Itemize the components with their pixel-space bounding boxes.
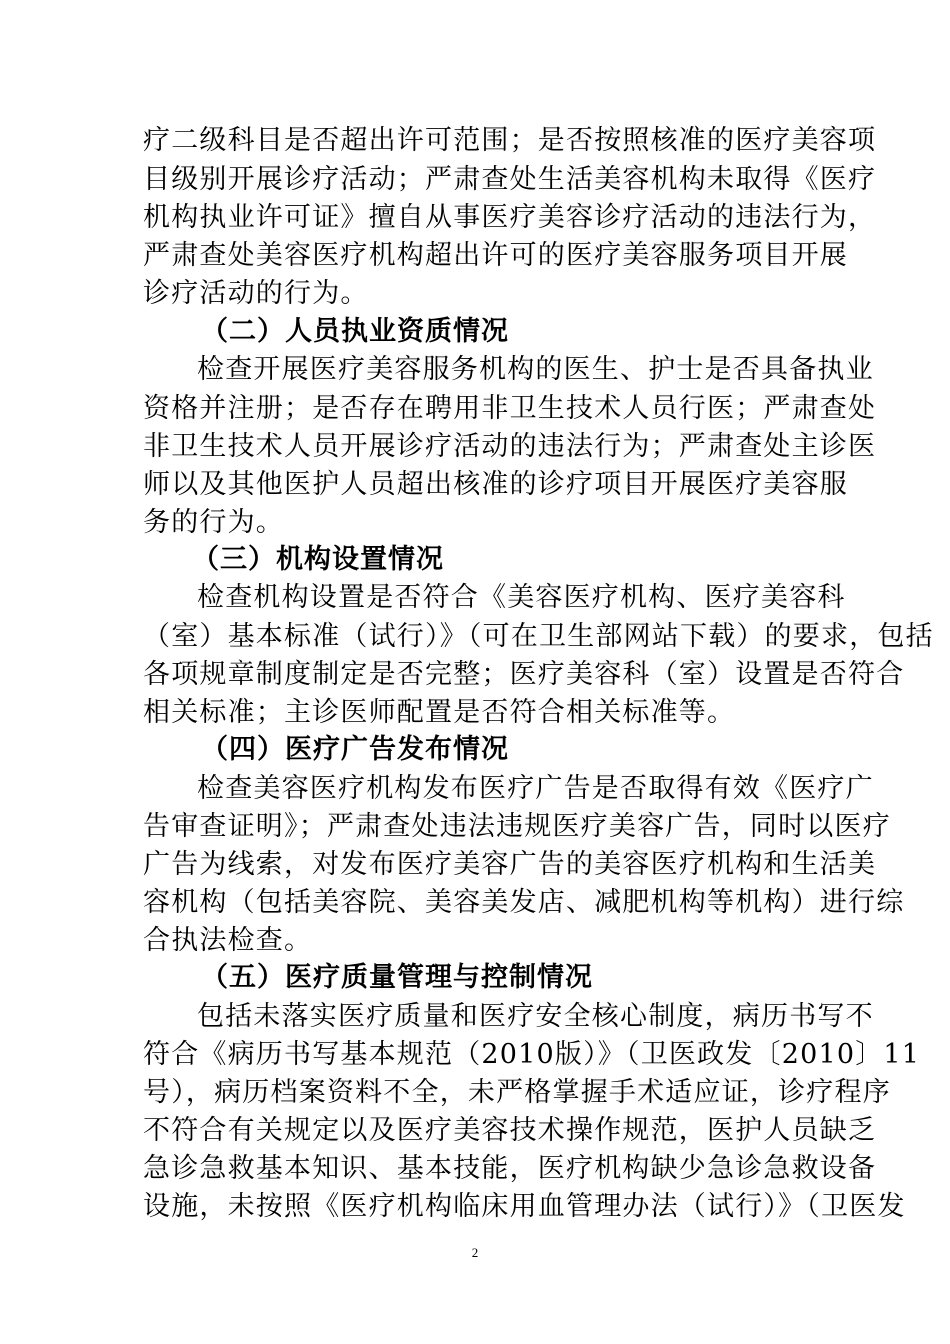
- page-number: 2: [471, 1245, 479, 1260]
- section-heading-4: （四）医疗广告发布情况: [201, 734, 509, 765]
- body-text-line: 检查机构设置是否符合《美容医疗机构、医疗美容科: [197, 582, 846, 613]
- body-text-line: 容机构（包括美容院、美容美发店、减肥机构等机构）进行综: [143, 887, 905, 918]
- body-text-line: 检查开展医疗美容服务机构的医生、护士是否具备执业: [197, 354, 874, 385]
- body-text-line: 诊疗活动的行为。: [143, 278, 369, 309]
- section-heading-5: （五）医疗质量管理与控制情况: [201, 962, 593, 993]
- body-text-line: （室）基本标准（试行）》（可在卫生部网站下载）的要求，包括: [143, 621, 934, 652]
- body-text-line: 务的行为。: [143, 507, 284, 538]
- body-text-line: 告审查证明》；严肃查处违法违规医疗美容广告，同时以医疗: [143, 811, 891, 842]
- body-text-line: 符合《病历书写基本规范（2010版）》（卫医政发〔2010〕11: [143, 1039, 921, 1070]
- body-text-line: 各项规章制度制定是否完整；医疗美容科（室）设置是否符合: [143, 659, 905, 690]
- section-heading-2: （二）人员执业资质情况: [201, 316, 509, 347]
- body-text-line: 严肃查处美容医疗机构超出许可的医疗美容服务项目开展: [143, 240, 848, 271]
- body-text-line: 非卫生技术人员开展诊疗活动的违法行为；严肃查处主诊医: [143, 431, 877, 462]
- body-text-line: 号），病历档案资料不全，未严格掌握手术适应证，诊疗程序: [143, 1077, 891, 1108]
- body-text-line: 相关标准；主诊医师配置是否符合相关标准等。: [143, 697, 736, 728]
- section-heading-3: （三）机构设置情况: [192, 544, 444, 575]
- body-text-line: 机构执业许可证》擅自从事医疗美容诊疗活动的违法行为，: [143, 202, 877, 233]
- body-text-line: 检查美容医疗机构发布医疗广告是否取得有效《医疗广: [197, 773, 874, 804]
- body-text-line: 师以及其他医护人员超出核准的诊疗项目开展医疗美容服: [143, 469, 848, 500]
- body-text-line: 合执法检查。: [143, 925, 313, 956]
- body-text-line: 设施，未按照《医疗机构临床用血管理办法（试行）》（卫医发: [143, 1191, 906, 1222]
- body-text-line: 资格并注册；是否存在聘用非卫生技术人员行医；严肃查处: [143, 393, 877, 424]
- body-text-line: 急诊急救基本知识、基本技能，医疗机构缺少急诊急救设备: [143, 1153, 877, 1184]
- body-text-line: 包括未落实医疗质量和医疗安全核心制度，病历书写不: [197, 1001, 874, 1032]
- body-text-line: 疗二级科目是否超出许可范围；是否按照核准的医疗美容项: [143, 125, 877, 156]
- body-text-line: 广告为线索，对发布医疗美容广告的美容医疗机构和生活美: [143, 849, 877, 880]
- body-text-line: 不符合有关规定以及医疗美容技术操作规范，医护人员缺乏: [143, 1115, 877, 1146]
- body-text-line: 目级别开展诊疗活动；严肃查处生活美容机构未取得《医疗: [143, 164, 877, 195]
